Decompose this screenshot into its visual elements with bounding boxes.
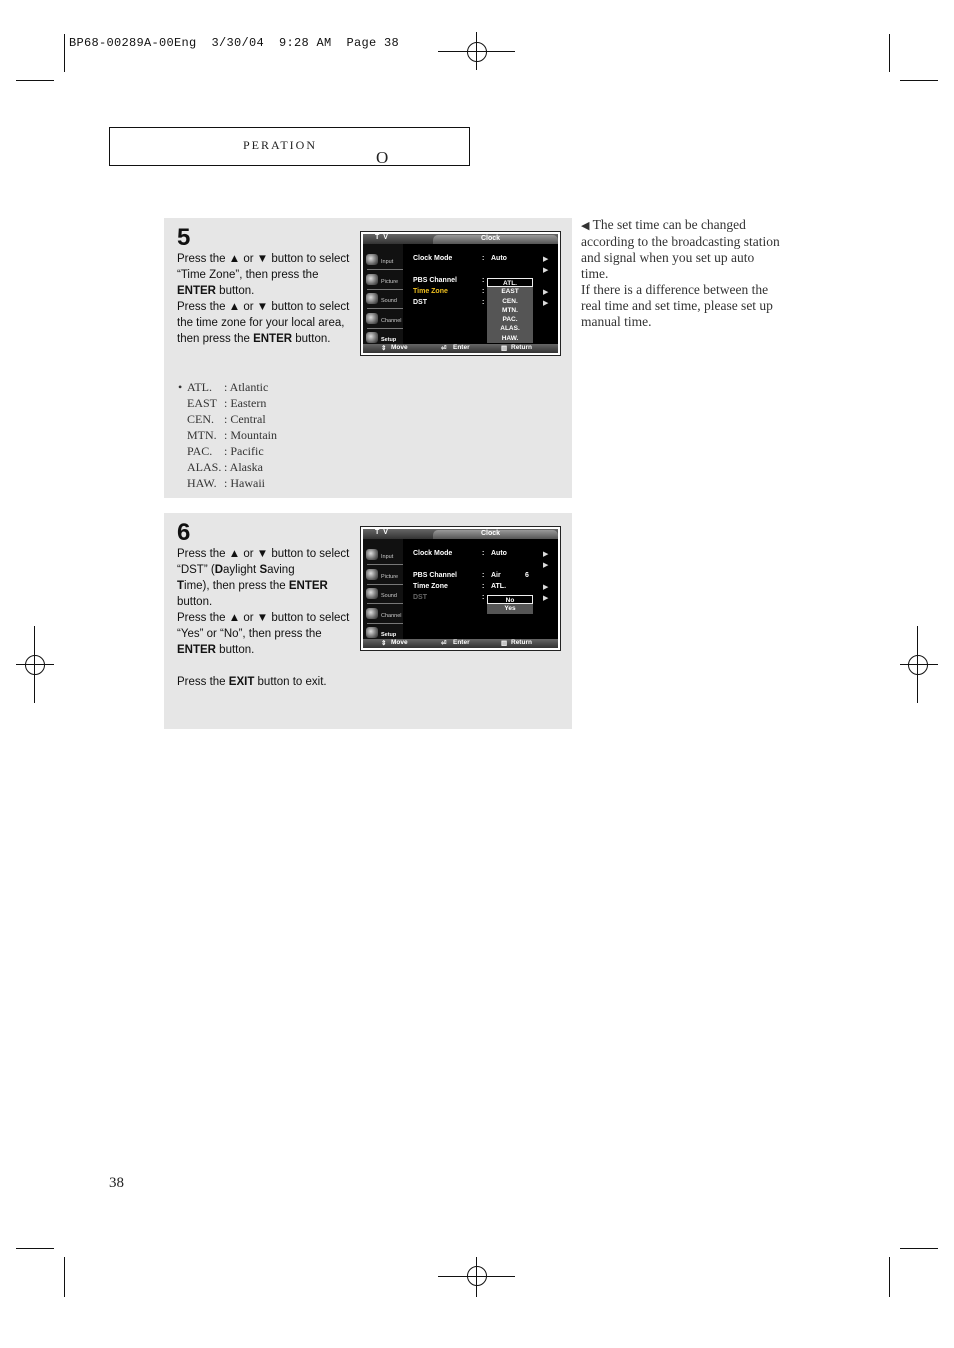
- dropdown-option[interactable]: ALAS.: [500, 325, 520, 333]
- osd-row-clock-mode: Clock Mode: [413, 550, 453, 557]
- sound-icon: [366, 293, 378, 304]
- dst-dropdown: [487, 595, 533, 614]
- time-zone-item: HAW. : Hawaii: [187, 476, 265, 490]
- osd-row-pbs-channel: PBS Channel: [413, 277, 457, 284]
- picture-icon: [366, 569, 378, 580]
- step-number: 5: [177, 224, 191, 251]
- move-icon: ⇕: [381, 345, 387, 352]
- osd-screen-time-zone: T V Clock Input Picture Sound Channel Setup Clock Mode : Auto ▶ ▶ PBS Channel : Time Zone : ▶ DST : ▶ ATL. EAST CEN. MTN. PAC. ALAS. HAW. ⇕ Move ⏎ Enter ▥ Return: [360, 231, 561, 356]
- osd-tab: [433, 530, 558, 539]
- move-icon: ⇕: [381, 640, 387, 647]
- print-header: BP68-00289A-00Eng 3/30/04 9:28 AM Page 38: [69, 36, 400, 50]
- step-6-instructions: Press the ▲ or ▼ button to select “DST” (Daylight Saving Time), then press the ENTER button. Press the ▲ or ▼ button to select “Yes” or “No”, then press the ENTER button. Press the EXIT button to exit.: [177, 548, 350, 688]
- dropdown-option[interactable]: Yes: [504, 605, 516, 613]
- registration-mark-icon: [467, 42, 487, 62]
- step-number: 6: [177, 519, 191, 546]
- crop-mark: [889, 1257, 890, 1297]
- time-zone-item: EAST : Eastern: [187, 396, 267, 410]
- dropdown-option[interactable]: PAC.: [502, 316, 518, 324]
- dropdown-option[interactable]: MTN.: [502, 306, 518, 314]
- registration-mark-icon: [25, 655, 45, 675]
- time-zone-item: MTN. : Mountain: [187, 428, 277, 442]
- osd-row-pbs-channel: PBS Channel: [413, 572, 457, 579]
- input-icon: [366, 549, 378, 560]
- return-icon: ▥: [501, 345, 508, 352]
- time-zone-item: CEN. : Central: [187, 412, 266, 426]
- time-zone-list: [178, 379, 277, 491]
- sound-icon: [366, 588, 378, 599]
- crop-mark: [476, 1257, 477, 1297]
- time-zone-dropdown: [487, 278, 533, 343]
- osd-tv-label: T V: [375, 529, 389, 536]
- time-zone-item: • ATL. : Atlantic: [178, 380, 269, 394]
- page-number: 38: [109, 1175, 124, 1191]
- osd-tab: [433, 235, 558, 244]
- setup-icon: [366, 627, 378, 638]
- crop-mark: [64, 1257, 65, 1297]
- osd-screen-dst: T V Clock Input Picture Sound Channel Setup Clock Mode : Auto ▶ ▶ PBS Channel : Air 6 Time Zone : ATL. ▶ DST : ▶ No Yes ⇕ Move ⏎ Enter ▥ Return: [360, 526, 561, 651]
- crop-mark: [16, 1248, 54, 1249]
- dropdown-option[interactable]: No: [487, 595, 533, 604]
- osd-row-dst: DST: [413, 594, 427, 601]
- channel-icon: [366, 608, 378, 619]
- time-zone-item: PAC. : Pacific: [187, 444, 264, 458]
- crop-mark: [889, 34, 890, 72]
- osd-row-dst: DST: [413, 299, 427, 306]
- dropdown-option[interactable]: HAW.: [501, 334, 519, 342]
- osd-sidebar: Input Picture Sound Channel Setup: [363, 539, 403, 639]
- osd-tab-title: Clock: [481, 235, 501, 242]
- step-5-instructions: Press the ▲ or ▼ button to select “Time Zone”, then press the ENTER button. Press the ▲ or ▼ button to select the time zone for your local area, then press the ENTER button.: [177, 253, 350, 345]
- dropdown-option[interactable]: CEN.: [502, 297, 518, 305]
- note-marker-icon: ◀: [581, 219, 590, 232]
- crop-mark: [900, 80, 938, 81]
- crop-mark: [64, 34, 65, 72]
- setup-icon: [366, 332, 378, 343]
- crop-mark: [900, 1248, 938, 1249]
- osd-tab-title: Clock: [481, 530, 501, 537]
- time-zone-item: ALAS. : Alaska: [187, 460, 263, 474]
- enter-icon: ⏎: [441, 640, 447, 647]
- return-icon: ▥: [501, 640, 508, 647]
- crop-mark: [917, 626, 918, 703]
- side-note: ◀ The set time can be changed according to the broadcasting station and signal when you set up auto time. If there is a difference between the real time and set time, please set up manual time.: [581, 217, 780, 329]
- crop-mark: [476, 32, 477, 70]
- dropdown-option[interactable]: EAST: [501, 288, 519, 296]
- channel-icon: [366, 313, 378, 324]
- input-icon: [366, 254, 378, 265]
- registration-mark-icon: [908, 655, 928, 675]
- section-title: O PERATION: [243, 138, 391, 167]
- osd-tv-label: T V: [375, 234, 389, 241]
- osd-sidebar: Input Picture Sound Channel Setup: [363, 244, 403, 344]
- crop-mark: [900, 664, 938, 665]
- crop-mark: [16, 80, 54, 81]
- picture-icon: [366, 274, 378, 285]
- osd-footer: ⇕ Move ⏎ Enter ▥ Return: [363, 639, 558, 648]
- enter-icon: ⏎: [441, 345, 447, 352]
- crop-mark: [16, 664, 54, 665]
- osd-row-time-zone: Time Zone: [413, 288, 448, 295]
- osd-row-time-zone: Time Zone: [413, 583, 448, 590]
- osd-footer: ⇕ Move ⏎ Enter ▥ Return: [363, 344, 558, 353]
- section-title-box: [109, 127, 470, 166]
- crop-mark: [34, 626, 35, 703]
- dropdown-option[interactable]: ATL.: [487, 278, 533, 287]
- osd-row-clock-mode: Clock Mode: [413, 255, 453, 262]
